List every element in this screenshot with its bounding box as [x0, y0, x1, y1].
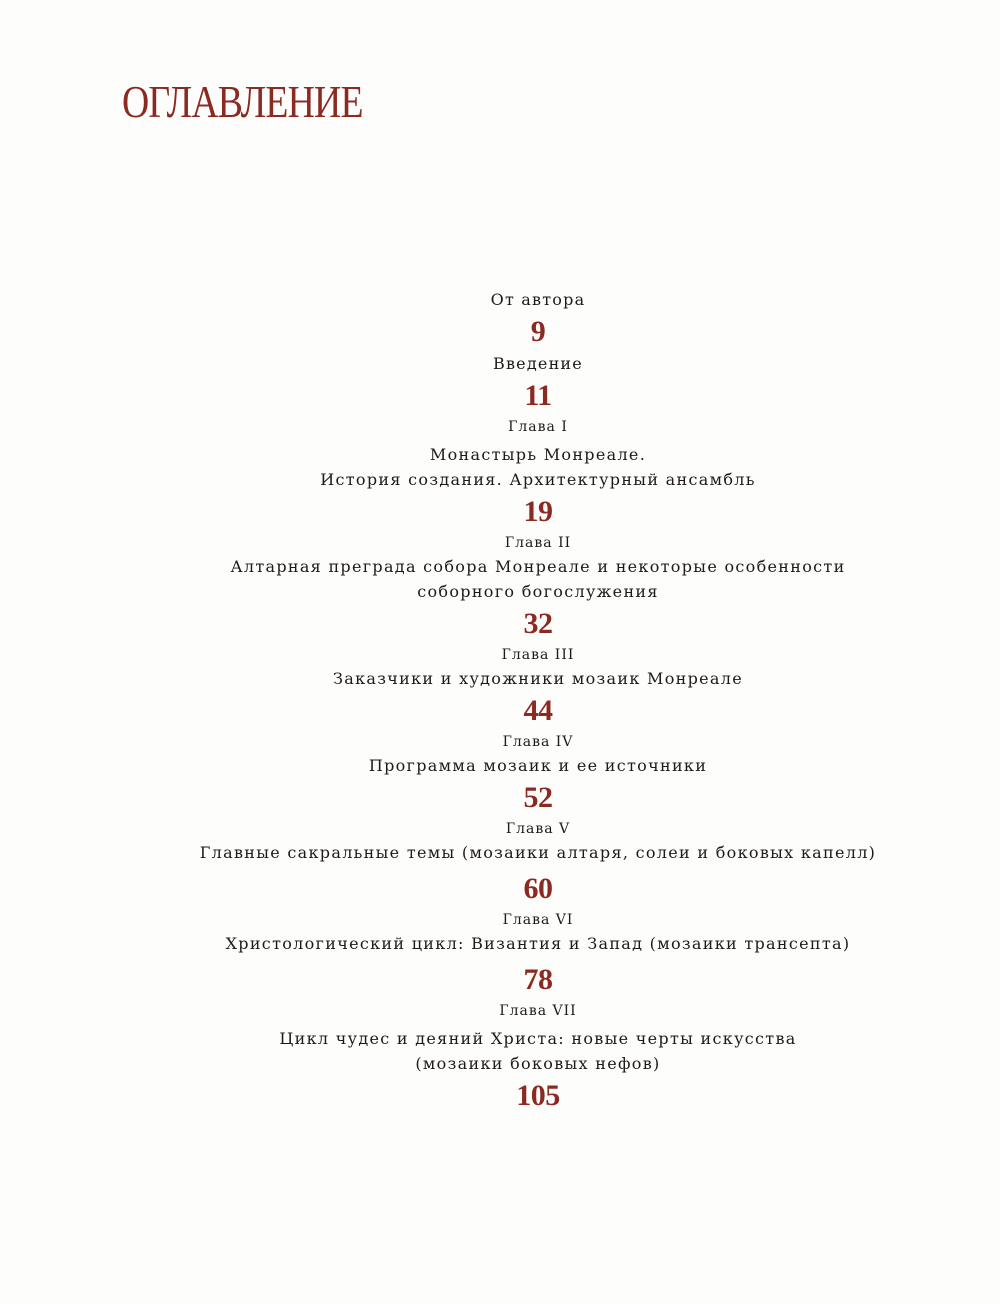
chapter-title-line: Заказчики и художники мозаик Монреале [333, 669, 743, 688]
table-of-contents [0, 288, 1000, 1116]
toc-page-number: 9 [530, 315, 546, 348]
toc-heading: От автора [490, 290, 586, 309]
toc-entry-chapter-5[interactable] [0, 818, 1000, 909]
chapter-title-line: Программа мозаик и ее источники [368, 756, 708, 775]
chapter-label: Глава IV [502, 734, 574, 750]
chapter-label: Глава V [505, 821, 571, 837]
toc-page-number: 52 [523, 781, 553, 814]
chapter-label: Глава III [501, 647, 575, 663]
chapter-title-line: История создания. Архитектурный ансамбль [320, 470, 756, 489]
toc-page-number: 105 [516, 1079, 560, 1112]
chapter-title-line: Главные сакральные темы (мозаики алтаря, солеи и боковых капелл) [199, 843, 877, 862]
toc-heading: Введение [493, 354, 583, 373]
toc-entry-author-note[interactable] [0, 288, 1000, 352]
toc-page-number: 32 [523, 607, 553, 640]
toc-entry-chapter-3[interactable] [0, 644, 1000, 731]
toc-page-number: 11 [524, 379, 552, 412]
toc-page-number: 60 [523, 872, 553, 905]
toc-page-number: 78 [523, 963, 553, 996]
toc-entry-chapter-7[interactable] [0, 1000, 1000, 1116]
chapter-title-line: Алтарная преграда собора Монреале и некоторые особенности [230, 557, 846, 576]
chapter-label: Глава II [504, 535, 572, 551]
chapter-title-line: Цикл чудес и деяний Христа: новые черты искусства [279, 1029, 797, 1048]
chapter-title-line: (мозаики боковых нефов) [415, 1054, 661, 1073]
chapter-label: Глава VII [499, 1003, 577, 1019]
toc-page-number: 19 [523, 495, 553, 528]
toc-entry-chapter-4[interactable] [0, 731, 1000, 818]
toc-entry-introduction[interactable] [0, 352, 1000, 416]
chapter-label: Глава VI [502, 912, 574, 928]
toc-entry-chapter-6[interactable] [0, 909, 1000, 1000]
page-title: ОГЛАВЛЕНИЕ [122, 76, 363, 127]
chapter-title-line: Христологический цикл: Византия и Запад (мозаики трансепта) [225, 934, 851, 953]
toc-page-number: 44 [523, 694, 553, 727]
toc-entry-chapter-1[interactable] [0, 416, 1000, 532]
chapter-title-line: Монастырь Монреале. [429, 445, 647, 464]
chapter-title-line: соборного богослужения [417, 582, 659, 601]
chapter-label: Глава I [508, 419, 568, 435]
toc-entry-chapter-2[interactable] [0, 532, 1000, 644]
